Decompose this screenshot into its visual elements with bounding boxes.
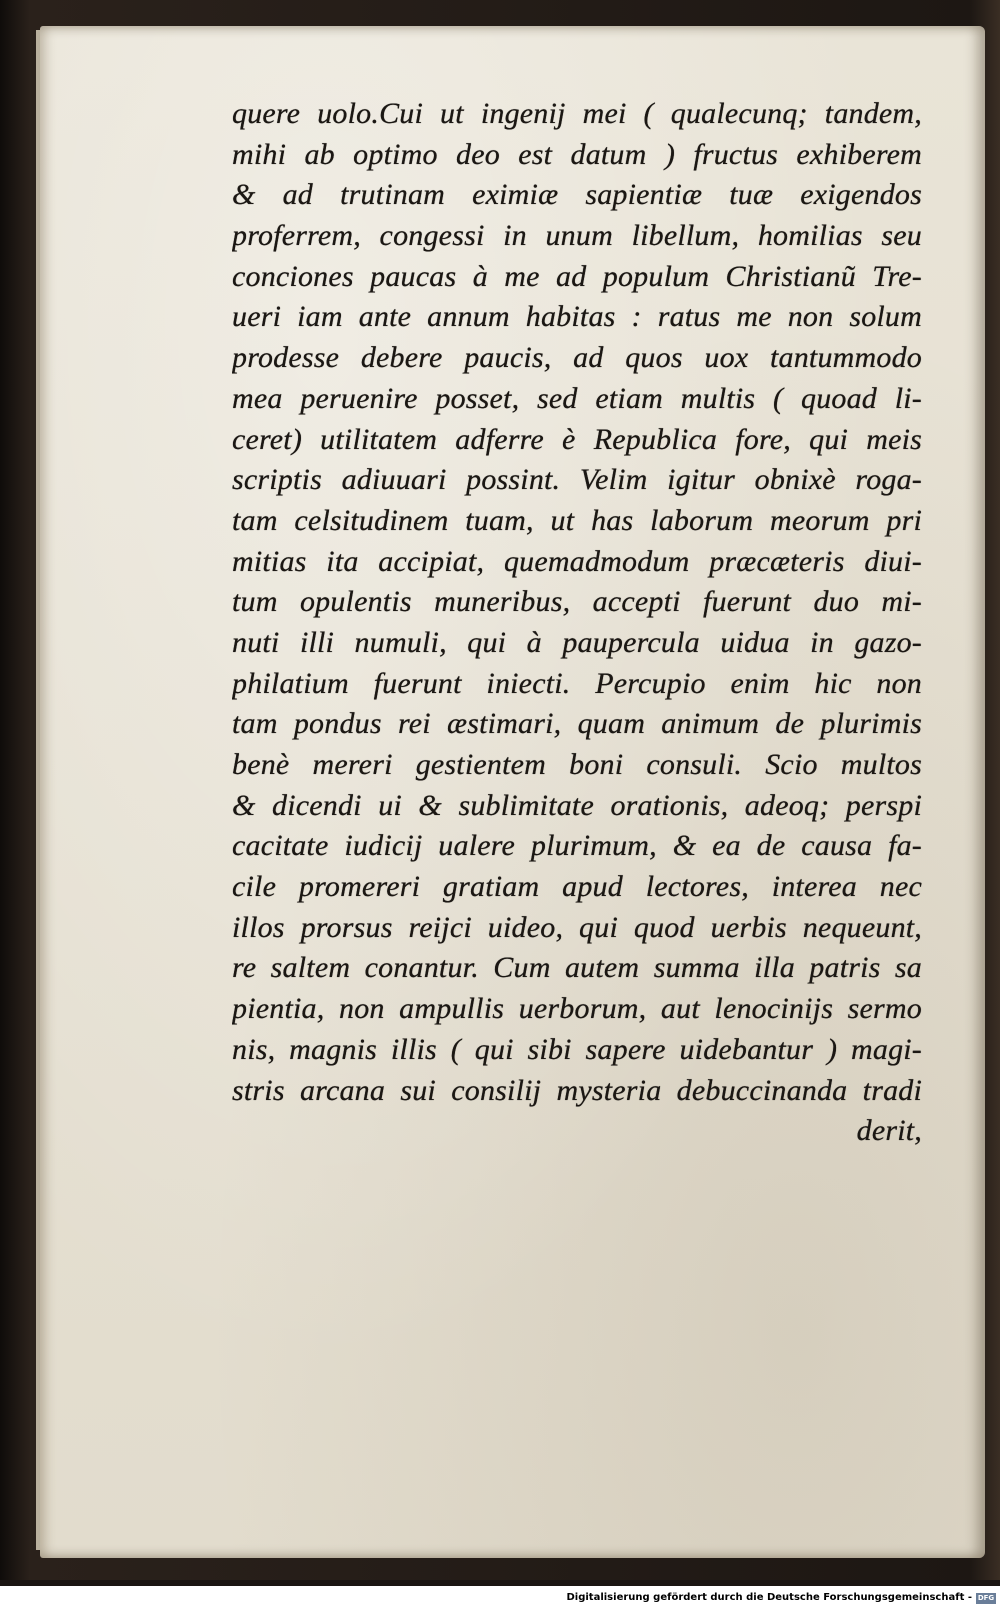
text-line: pientia, non ampullis uerborum, aut lenocinijs sermo	[232, 992, 922, 1026]
text-line: proferrem, congessi in unum libellum, homilias seu	[232, 219, 922, 253]
text-line: ueri iam ante annum habitas : ratus me non solum	[232, 300, 922, 334]
text-line: scriptis adiuuari possint. Velim igitur obnixè roga-	[232, 463, 922, 497]
text-line: cile promereri gratiam apud lectores, interea nec	[232, 870, 922, 904]
text-line: illos prorsus reijci uideo, qui quod uerbis nequeunt,	[232, 910, 922, 944]
text-line: benè mereri gestientem boni consuli. Scio multos	[232, 748, 922, 781]
footer-credit: Digitalisierung gefördert durch die Deutsche Forschungsgemeinschaft -	[566, 1592, 972, 1603]
text-line: nis, magnis illis ( qui sibi sapere uidebantur ) magi-	[232, 1032, 922, 1066]
text-line: mitias ita accipiat, quemadmodum præcæteris diui-	[232, 544, 922, 578]
text-line: philatium fuerunt iniecti. Percupio enim hic non	[232, 666, 922, 700]
text-line: ceret) utilitatem adferre è Republica fore, qui meis	[232, 422, 922, 456]
text-line: tam celsitudinem tuam, ut has laborum meorum pri	[232, 503, 922, 537]
text-line: tum opulentis muneribus, accepti fuerunt duo mi-	[232, 585, 922, 619]
text-line: prodesse debere paucis, ad quos uox tantummodo	[232, 341, 922, 375]
text-line: tam pondus rei æstimari, quam animum de plurimis	[232, 707, 922, 741]
text-line: & ad trutinam eximiæ sapientiæ tuæ exigendos	[232, 178, 922, 212]
text-line: re saltem conantur. Cum autem summa illa patris sa	[232, 951, 922, 985]
text-line: stris arcana sui consilij mysteria debuccinanda tradi	[232, 1073, 922, 1107]
text-line: & dicendi ui & sublimitate orationis, adeoq; perspi	[232, 788, 922, 822]
text-line: mea peruenire posset, sed etiam multis ( quoad li-	[232, 381, 922, 415]
footer-bar	[0, 1586, 1000, 1612]
dfg-logo-icon: DFG	[977, 1594, 995, 1602]
text-line: conciones paucas à me ad populum Christianũ Tre-	[232, 259, 922, 293]
text-line: nuti illi numuli, qui à paupercula uidua in gazo-	[232, 625, 922, 659]
text-line: quere uolo.Cui ut ingenij mei ( qualecunq; tandem,	[232, 97, 922, 130]
text-line: mihi ab optimo deo est datum ) fructus exhiberem	[232, 137, 922, 171]
text-line: cacitate iudicij ualere plurimum, & ea de causa fa-	[232, 829, 922, 863]
catchword: derit,	[856, 1114, 922, 1148]
page-text	[232, 94, 922, 1152]
